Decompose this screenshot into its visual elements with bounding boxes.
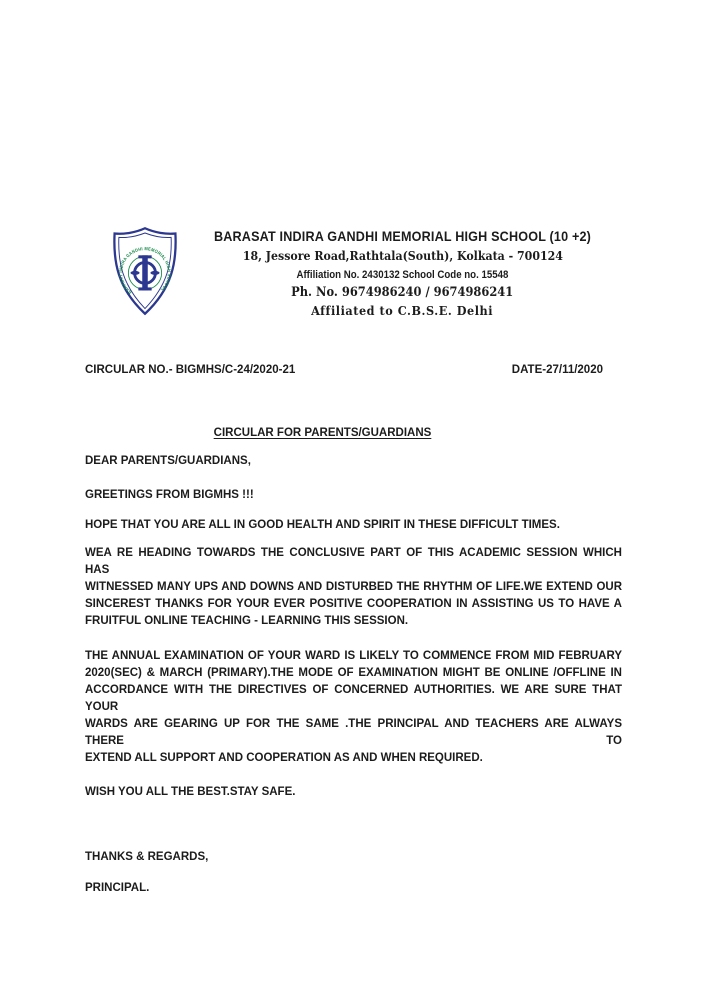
paragraph-line: THE ANNUAL EXAMINATION OF YOUR WARD IS LIKELY TO COMMENCE FROM MID FEBRUARY xyxy=(85,650,622,662)
school-crest-icon xyxy=(107,225,183,317)
greeting-line: GREETINGS FROM BIGMHS !!! xyxy=(85,489,254,501)
circular-heading: CIRCULAR FOR PARENTS/GUARDIANS xyxy=(213,427,432,439)
paragraph-line: ACCORDANCE WITH THE DIRECTIVES OF CONCERNED AUTHORITIES. WE ARE SURE THAT YOUR xyxy=(85,684,622,713)
paragraph-line: 2020(SEC) & MARCH (PRIMARY).THE MODE OF EXAMINATION MIGHT BE ONLINE /OFFLINE IN xyxy=(85,667,622,679)
school-address: 18, Jessore Road,Rathtala(South), Kolkata - 700124 xyxy=(242,248,563,263)
paragraph-line: WITNESSED MANY UPS AND DOWNS AND DISTURBED THE RHYTHM OF LIFE.WE EXTEND OUR xyxy=(85,581,622,593)
paragraph-line: WEA RE HEADING TOWARDS THE CONCLUSIVE PART OF THIS ACADEMIC SESSION WHICH HAS xyxy=(85,547,622,576)
circular-number: CIRCULAR NO.- BIGMHS/C-24/2020-21 xyxy=(85,364,296,376)
affiliation-codes: Affiliation No. 2430132 School Code no. 15548 xyxy=(296,269,509,281)
paragraph-line: EXTEND ALL SUPPORT AND COOPERATION AS AND WHEN REQUIRED. xyxy=(85,752,483,764)
regards-line: THANKS & REGARDS, xyxy=(85,851,209,863)
school-name: BARASAT INDIRA GANDHI MEMORIAL HIGH SCHOOL (10 +2) xyxy=(213,228,592,244)
salutation: DEAR PARENTS/GUARDIANS, xyxy=(85,455,251,467)
cbse-affiliation: Affiliated to C.B.S.E. Delhi xyxy=(311,303,494,318)
hope-line: HOPE THAT YOU ARE ALL IN GOOD HEALTH AND SPIRIT IN THESE DIFFICULT TIMES. xyxy=(85,519,560,531)
circular-heading-row xyxy=(54,423,591,442)
paragraph-line: FRUITFUL ONLINE TEACHING - LEARNING THIS SESSION. xyxy=(85,615,409,627)
paragraph-annual-exam xyxy=(85,648,622,767)
paragraph-line: SINCEREST THANKS FOR YOUR EVER POSITIVE COOPERATION IN ASSISTING US TO HAVE A xyxy=(85,598,622,610)
paragraph-line: WARDS ARE GEARING UP FOR THE SAME .THE PRINCIPAL AND TEACHERS ARE ALWAYS THERE TO xyxy=(85,718,622,747)
phone-numbers: Ph. No. 9674986240 / 9674986241 xyxy=(291,285,514,300)
crest-ring-text: BARASAT INDIRA GANDHI MEMORIAL HIGH SCHOOL xyxy=(118,246,172,295)
letterhead xyxy=(85,225,622,319)
school-crest-logo xyxy=(107,225,183,317)
paragraph-session-review xyxy=(85,545,622,630)
wish-line: WISH YOU ALL THE BEST.STAY SAFE. xyxy=(85,786,296,798)
circular-meta-row xyxy=(85,362,622,379)
signature-line: PRINCIPAL. xyxy=(85,882,150,894)
letterhead-text xyxy=(183,225,622,319)
circular-date: DATE-27/11/2020 xyxy=(511,364,603,376)
